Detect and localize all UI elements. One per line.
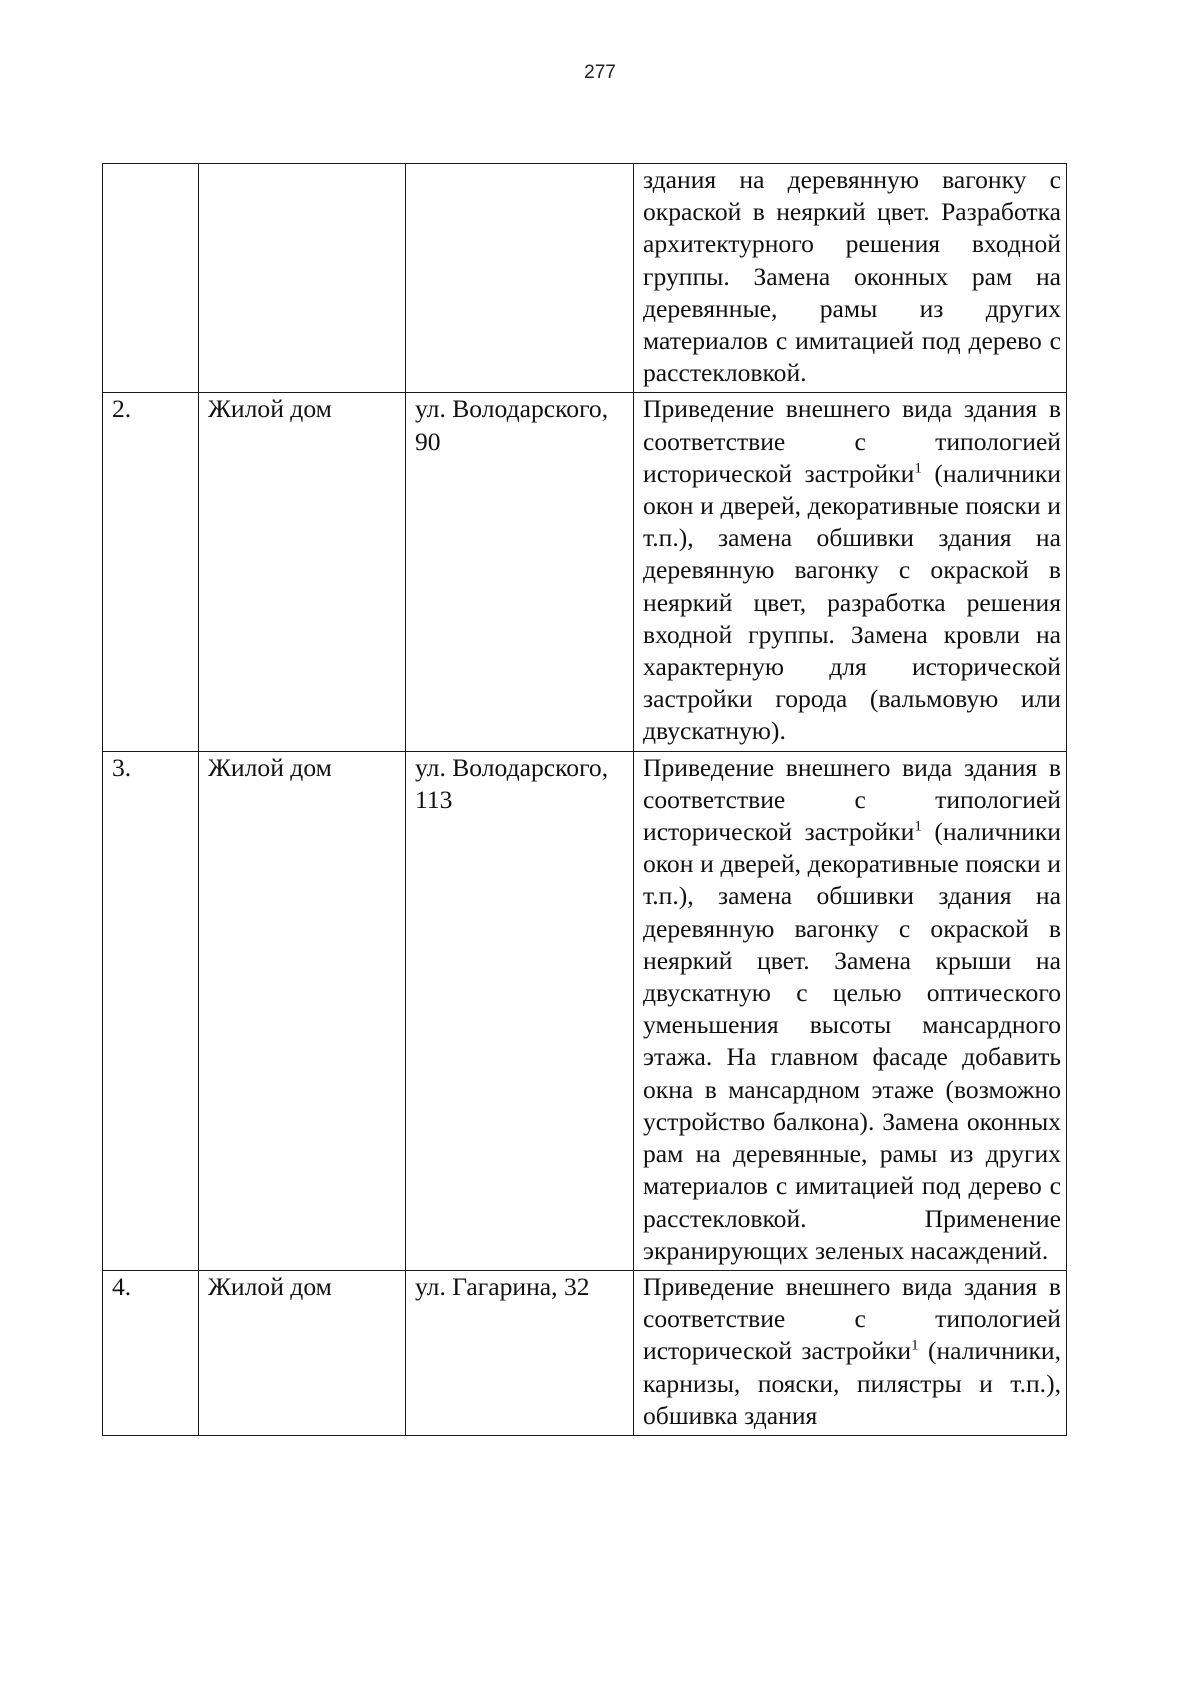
row-number-cell: 2. xyxy=(103,393,199,751)
objects-table xyxy=(102,163,1067,1436)
object-type-cell: Жилой дом xyxy=(199,1270,406,1435)
description-cell xyxy=(634,393,1067,751)
table-row xyxy=(103,164,1067,393)
description-text: (наличники окон и дверей, декоративные пояски и т.п.), замена обшивки здания на деревянную вагонку с окраской в неяркий цвет, разработка решения входной группы. Замена кровли на характерную для исторической застройки города (вальмовую или двускатную). xyxy=(643,458,1061,746)
object-type-cell xyxy=(199,164,406,393)
table-row xyxy=(103,751,1067,1270)
description-text: (наличники окон и дверей, декоративные пояски и т.п.), замена обшивки здания на деревянную вагонку с окраской в неяркий цвет. Замена крыши на двускатную с целью оптического уменьшения высоты мансардного этажа. На главном фасаде добавить окна в мансардном этаже (возможно устройство балкона). Замена оконных рам на деревянные, рамы из других материалов с имитацией под дерево с расстекловкой. Применение экранирующих зеленых насаждений. xyxy=(643,817,1061,1265)
row-number-cell xyxy=(103,164,199,393)
address-cell xyxy=(406,164,634,393)
footnote-marker: 1 xyxy=(914,818,922,835)
object-type-cell: Жилой дом xyxy=(199,393,406,751)
address-cell: ул. Володарского, 90 xyxy=(406,393,634,751)
address-cell: ул. Володарского, 113 xyxy=(406,751,634,1270)
description-text: (наличники, карнизы, пояски, пилястры и т.п.), обшивка здания xyxy=(643,1336,1062,1430)
table-row xyxy=(103,393,1067,751)
object-type-cell: Жилой дом xyxy=(199,751,406,1270)
description-cell xyxy=(634,1270,1067,1435)
row-number-cell: 3. xyxy=(103,751,199,1270)
description-text: Приведение внешнего вида здания в соответствие с типологией исторической застройки xyxy=(643,1271,1061,1366)
row-number-cell: 4. xyxy=(103,1270,199,1435)
description-text: Приведение внешнего вида здания в соответствие с типологией исторической застройки xyxy=(643,752,1061,847)
footnote-marker: 1 xyxy=(911,1337,919,1354)
page-number: 277 xyxy=(584,62,616,83)
description-text: Приведение внешнего вида здания в соответствие с типологией исторической застройки xyxy=(643,394,1061,488)
address-cell: ул. Гагарина, 32 xyxy=(406,1270,634,1435)
footnote-marker: 1 xyxy=(914,460,922,477)
table-row xyxy=(103,1270,1067,1435)
description-cell xyxy=(634,751,1067,1270)
description-cell: здания на деревянную вагонку с окраской в неяркий цвет. Разработка архитектурного решения входной группы. Замена оконных рам на деревянные, рамы из других материалов с имитацией под дерево с расстекловкой. xyxy=(634,164,1067,393)
